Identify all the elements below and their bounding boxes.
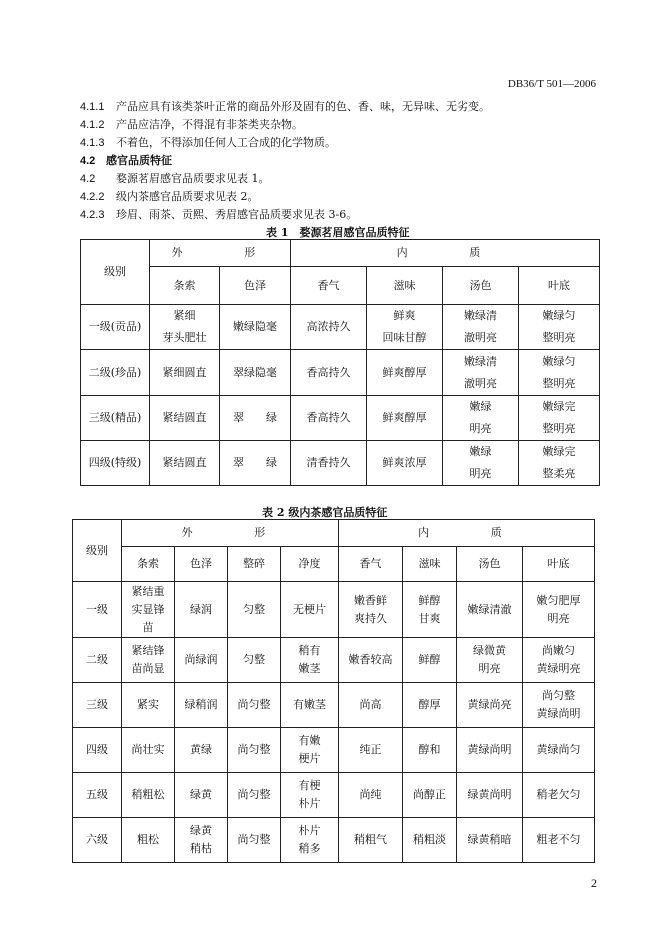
table-cell: [457, 728, 523, 773]
cell-line: 翠绿隐毫: [233, 365, 277, 379]
cell-line: 匀整: [243, 653, 265, 666]
paragraph-text: 产品应具有该类茶叶正常的商品外形及固有的色、香、味，无异味、无劣变。: [116, 100, 490, 113]
cell-line: 嫩绿清: [464, 354, 497, 368]
section-heading-4-2: [80, 154, 172, 168]
table1-col-header: 汤色: [443, 267, 519, 305]
cell-line: 明亮: [469, 466, 492, 480]
grade-cell: 四级(特级): [81, 440, 150, 485]
table-cell: [339, 582, 403, 638]
table-cell: [228, 638, 281, 683]
cell-line: 嫩绿: [469, 444, 492, 458]
table2-col-header: 滋味: [403, 547, 457, 582]
cell-line: 澈明亮: [464, 376, 497, 390]
table-cell: [281, 683, 339, 728]
grade-cell: 三级: [73, 683, 122, 728]
grade-cell: 一级(贡品): [81, 305, 150, 350]
cell-line: 尚醇正: [413, 788, 446, 801]
cell-line: 嫩香较高: [348, 653, 393, 666]
table-cell: [175, 818, 228, 863]
table2-group-outer: 外 形: [122, 520, 339, 547]
table2: [72, 519, 595, 863]
table2-col-header: 叶底: [523, 547, 595, 582]
table-cell: [367, 305, 443, 350]
table-cell: [150, 440, 220, 485]
table-cell: [403, 773, 457, 818]
table-cell: [122, 683, 175, 728]
table-cell: [367, 350, 443, 395]
table-cell: [228, 728, 281, 773]
cell-line: 尚匀整: [237, 743, 271, 756]
table-cell: [175, 582, 228, 638]
table-cell: [519, 440, 600, 485]
cell-line: 醇和: [418, 743, 441, 756]
cell-line: 清香持久: [306, 455, 351, 469]
cell-line: 紧结重: [131, 584, 165, 598]
table1-col-header: 叶底: [519, 267, 600, 305]
table2-col-header: 整碎: [228, 547, 281, 582]
paragraph-4-2-3: [80, 208, 357, 222]
cell-line: 尚高: [359, 698, 382, 711]
paragraph-number: 4.2.2: [80, 191, 105, 203]
cell-line: 整明亮: [542, 376, 576, 390]
paragraph-4-2-2: [80, 190, 259, 204]
table-row: [73, 638, 595, 683]
cell-line: 梗片: [298, 752, 321, 765]
cell-line: 粗松: [137, 833, 159, 846]
cell-line: 明亮: [469, 421, 492, 435]
cell-line: 嫩绿清: [464, 309, 497, 323]
cell-line: 嫩香鲜: [354, 593, 387, 607]
cell-line: 尚壮实: [131, 743, 165, 756]
table-cell: [457, 818, 523, 863]
paragraph-number: 4.1.3: [80, 137, 105, 149]
table-cell: [281, 638, 339, 683]
table-cell: [220, 305, 291, 350]
table-cell: [150, 305, 220, 350]
cell-line: 嫩匀肥厚: [536, 593, 581, 607]
table-cell: [519, 395, 600, 440]
table-cell: [220, 395, 291, 440]
page-number: 2: [591, 876, 597, 890]
table-cell: [281, 582, 339, 638]
paragraph-text: 婺源茗眉感官品质要求见表 1。: [116, 172, 270, 185]
table-cell: [403, 728, 457, 773]
table-cell: [403, 582, 457, 638]
table-cell: [291, 440, 367, 485]
cell-line: 绿润: [190, 602, 212, 616]
table-cell: [281, 728, 339, 773]
cell-line: 嫩茎: [298, 662, 321, 675]
table-row: [73, 728, 595, 773]
table-cell: [523, 582, 595, 638]
table2-col-header: 色泽: [175, 547, 228, 582]
table-cell: [175, 638, 228, 683]
table-cell: [228, 582, 281, 638]
table-cell: [339, 683, 403, 728]
cell-line: 有梗: [298, 779, 321, 792]
cell-line: 回味甘醇: [382, 331, 427, 345]
table-cell: [457, 773, 523, 818]
table-row: [81, 350, 600, 395]
table-cell: [523, 683, 595, 728]
table-cell: [443, 440, 519, 485]
cell-line: 绿黄: [190, 788, 212, 801]
cell-line: 稍粗淡: [413, 833, 446, 846]
grade-cell: 三级(精品): [81, 395, 150, 440]
cell-line: 翠 绿: [233, 410, 277, 424]
cell-line: 嫩绿: [469, 399, 492, 413]
table-row: [73, 773, 595, 818]
table1-body: [81, 305, 600, 486]
grade-cell: 五级: [73, 773, 122, 818]
grade-cell: 二级: [73, 638, 122, 683]
cell-line: 朴片: [298, 824, 321, 837]
paragraph-4-1-2: [80, 118, 303, 132]
cell-line: 嫩绿清澈: [467, 602, 512, 616]
cell-line: 甘爽: [418, 611, 441, 625]
cell-line: 高浓持久: [306, 320, 351, 334]
cell-line: 鲜爽浓厚: [382, 455, 427, 469]
table2-body: [73, 582, 595, 863]
cell-line: 稍有: [298, 644, 321, 657]
table2-col-header: 条索: [122, 547, 175, 582]
cell-line: 尚匀整: [542, 689, 575, 702]
standard-number: DB36/T 501—2006: [507, 78, 596, 90]
cell-line: 纯正: [359, 743, 382, 756]
grade-cell: 四级: [73, 728, 122, 773]
table1-group-outer: 外 形: [150, 240, 291, 267]
table-row: [81, 440, 600, 485]
table-cell: [403, 818, 457, 863]
table1-col-header: 条索: [150, 267, 220, 305]
cell-line: 绿黄尚明: [467, 788, 512, 801]
table1-group-inner: 内 质: [291, 240, 600, 267]
paragraph-text: 级内茶感官品质要求见表 2。: [116, 190, 259, 203]
paragraph-text: 不着色，不得添加任何人工合成的化学物质。: [116, 136, 336, 149]
table-cell: [228, 818, 281, 863]
table-cell: [443, 305, 519, 350]
cell-line: 明亮: [547, 611, 570, 625]
table-row: [73, 683, 595, 728]
cell-line: 香高持久: [306, 365, 351, 379]
cell-line: 嫩绿匀: [542, 354, 576, 368]
paragraph-number: 4.2.3: [80, 209, 105, 221]
cell-line: 紧结圆直: [162, 455, 207, 469]
table-cell: [457, 638, 523, 683]
table-cell: [403, 638, 457, 683]
cell-line: 鲜爽醇厚: [382, 365, 427, 379]
table-row: [73, 582, 595, 638]
table2-col-header: 净度: [281, 547, 339, 582]
table-cell: [122, 582, 175, 638]
table1: [80, 239, 600, 486]
cell-line: 鲜醇: [418, 593, 441, 607]
paragraph-4-2-1: [80, 172, 270, 186]
cell-line: 爽持久: [354, 611, 387, 625]
table2-caption: 表 2 级内茶感官品质特征: [262, 506, 388, 519]
cell-line: 紧结锋: [131, 644, 165, 657]
section-title: 感官品质特征: [106, 154, 172, 167]
table-cell: [457, 582, 523, 638]
cell-line: 实显锋: [131, 602, 165, 616]
cell-line: 稍粗气: [354, 833, 387, 846]
cell-line: 整明亮: [542, 331, 576, 345]
table-cell: [220, 440, 291, 485]
table-cell: [175, 683, 228, 728]
table-cell: [228, 773, 281, 818]
table-cell: [457, 683, 523, 728]
table-cell: [291, 305, 367, 350]
table-cell: [367, 440, 443, 485]
table1-grade-header: 级别: [81, 240, 150, 305]
cell-line: 有嫩茎: [293, 698, 326, 711]
cell-line: 紧细圆直: [162, 365, 207, 379]
table1-col-header: 香气: [291, 267, 367, 305]
cell-line: 绿微黄: [473, 644, 506, 657]
cell-line: 尚匀整: [237, 698, 271, 711]
table-row: [81, 305, 600, 350]
table-cell: [523, 638, 595, 683]
table-cell: [403, 683, 457, 728]
table-cell: [220, 350, 291, 395]
table-cell: [228, 683, 281, 728]
table-cell: [339, 638, 403, 683]
table-cell: [122, 638, 175, 683]
table-cell: [519, 350, 600, 395]
table2-grade-header: 级别: [73, 520, 122, 582]
table-cell: [291, 350, 367, 395]
paragraph-number: 4.1.1: [80, 101, 105, 113]
cell-line: 稍枯: [190, 842, 212, 855]
cell-line: 稍老欠匀: [536, 788, 581, 801]
table-cell: [175, 728, 228, 773]
cell-line: 紧实: [137, 698, 159, 711]
table-cell: [150, 350, 220, 395]
grade-cell: 一级: [73, 582, 122, 638]
paragraph-4-1-1: [80, 100, 490, 114]
table-cell: [122, 818, 175, 863]
table-cell: [339, 818, 403, 863]
cell-line: 整柔亮: [542, 466, 576, 480]
table-cell: [281, 773, 339, 818]
cell-line: 稍粗松: [131, 788, 165, 801]
cell-line: 无梗片: [293, 602, 326, 616]
table-cell: [150, 395, 220, 440]
cell-line: 紧细: [173, 309, 196, 323]
cell-line: 嫩绿完: [542, 444, 576, 458]
table-cell: [523, 818, 595, 863]
table-cell: [523, 728, 595, 773]
table-cell: [291, 395, 367, 440]
cell-line: 黄绿: [190, 743, 212, 756]
cell-line: 稍多: [298, 842, 321, 855]
cell-line: 绿黄稍暗: [467, 833, 512, 846]
cell-line: 黄绿尚明: [467, 743, 512, 756]
grade-cell: 二级(珍品): [81, 350, 150, 395]
grade-cell: 六级: [73, 818, 122, 863]
table2-col-header: 香气: [339, 547, 403, 582]
cell-line: 紧结圆直: [162, 410, 207, 424]
table2-col-header: 汤色: [457, 547, 523, 582]
cell-line: 苗尚显: [131, 662, 165, 675]
paragraph-number: 4.2: [80, 173, 96, 185]
cell-line: 嫩绿隐毫: [233, 320, 277, 334]
cell-line: 黄绿尚匀: [536, 743, 581, 756]
table1-col-header: 色泽: [220, 267, 291, 305]
paragraph-4-1-3: [80, 136, 336, 150]
table-cell: [519, 305, 600, 350]
cell-line: 整明亮: [542, 421, 576, 435]
table-cell: [523, 773, 595, 818]
cell-line: 粗老不匀: [536, 833, 581, 846]
cell-line: 鲜醇: [418, 653, 441, 666]
cell-line: 翠 绿: [233, 455, 277, 469]
table-cell: [339, 773, 403, 818]
cell-line: 尚匀整: [237, 833, 271, 846]
cell-line: 嫩绿匀: [542, 309, 576, 323]
cell-line: 苗: [142, 620, 154, 634]
cell-line: 澈明亮: [464, 331, 497, 345]
table1-caption: 表 1 婺源茗眉感官品质特征: [266, 226, 410, 239]
cell-line: 嫩绿完: [542, 399, 576, 413]
table-row: [73, 818, 595, 863]
cell-line: 鲜爽醇厚: [382, 410, 427, 424]
cell-line: 尚纯: [359, 788, 382, 801]
cell-line: 明亮: [478, 662, 501, 675]
table-cell: [175, 773, 228, 818]
table-cell: [122, 773, 175, 818]
cell-line: 黄绿尚明: [536, 707, 581, 720]
cell-line: 尚绿润: [184, 653, 218, 666]
section-number: 4.2: [80, 155, 96, 167]
table2-group-inner: 内 质: [339, 520, 595, 547]
cell-line: 香高持久: [306, 410, 351, 424]
table1-col-header: 滋味: [367, 267, 443, 305]
table-cell: [443, 350, 519, 395]
cell-line: 尚嫩匀: [542, 644, 575, 657]
cell-line: 朴片: [298, 797, 321, 810]
cell-line: 尚匀整: [237, 788, 271, 801]
cell-line: 绿黄: [190, 824, 212, 837]
cell-line: 黄绿明亮: [536, 662, 581, 675]
cell-line: 醇厚: [418, 698, 441, 711]
cell-line: 黄绿尚亮: [467, 698, 512, 711]
paragraph-number: 4.1.2: [80, 119, 105, 131]
cell-line: 绿稍润: [184, 698, 218, 711]
table-cell: [443, 395, 519, 440]
paragraph-text: 产品应洁净，不得混有非茶类夹杂物。: [116, 118, 303, 131]
cell-line: 芽头肥壮: [162, 331, 207, 345]
cell-line: 有嫩: [298, 734, 321, 747]
table-cell: [281, 818, 339, 863]
cell-line: 匀整: [243, 602, 265, 616]
paragraph-text: 珍眉、雨茶、贡熙、秀眉感官品质要求见表 3-6。: [116, 208, 358, 221]
table-cell: [339, 728, 403, 773]
table-row: [81, 395, 600, 440]
table-cell: [367, 395, 443, 440]
cell-line: 鲜爽: [393, 309, 416, 323]
table-cell: [122, 728, 175, 773]
